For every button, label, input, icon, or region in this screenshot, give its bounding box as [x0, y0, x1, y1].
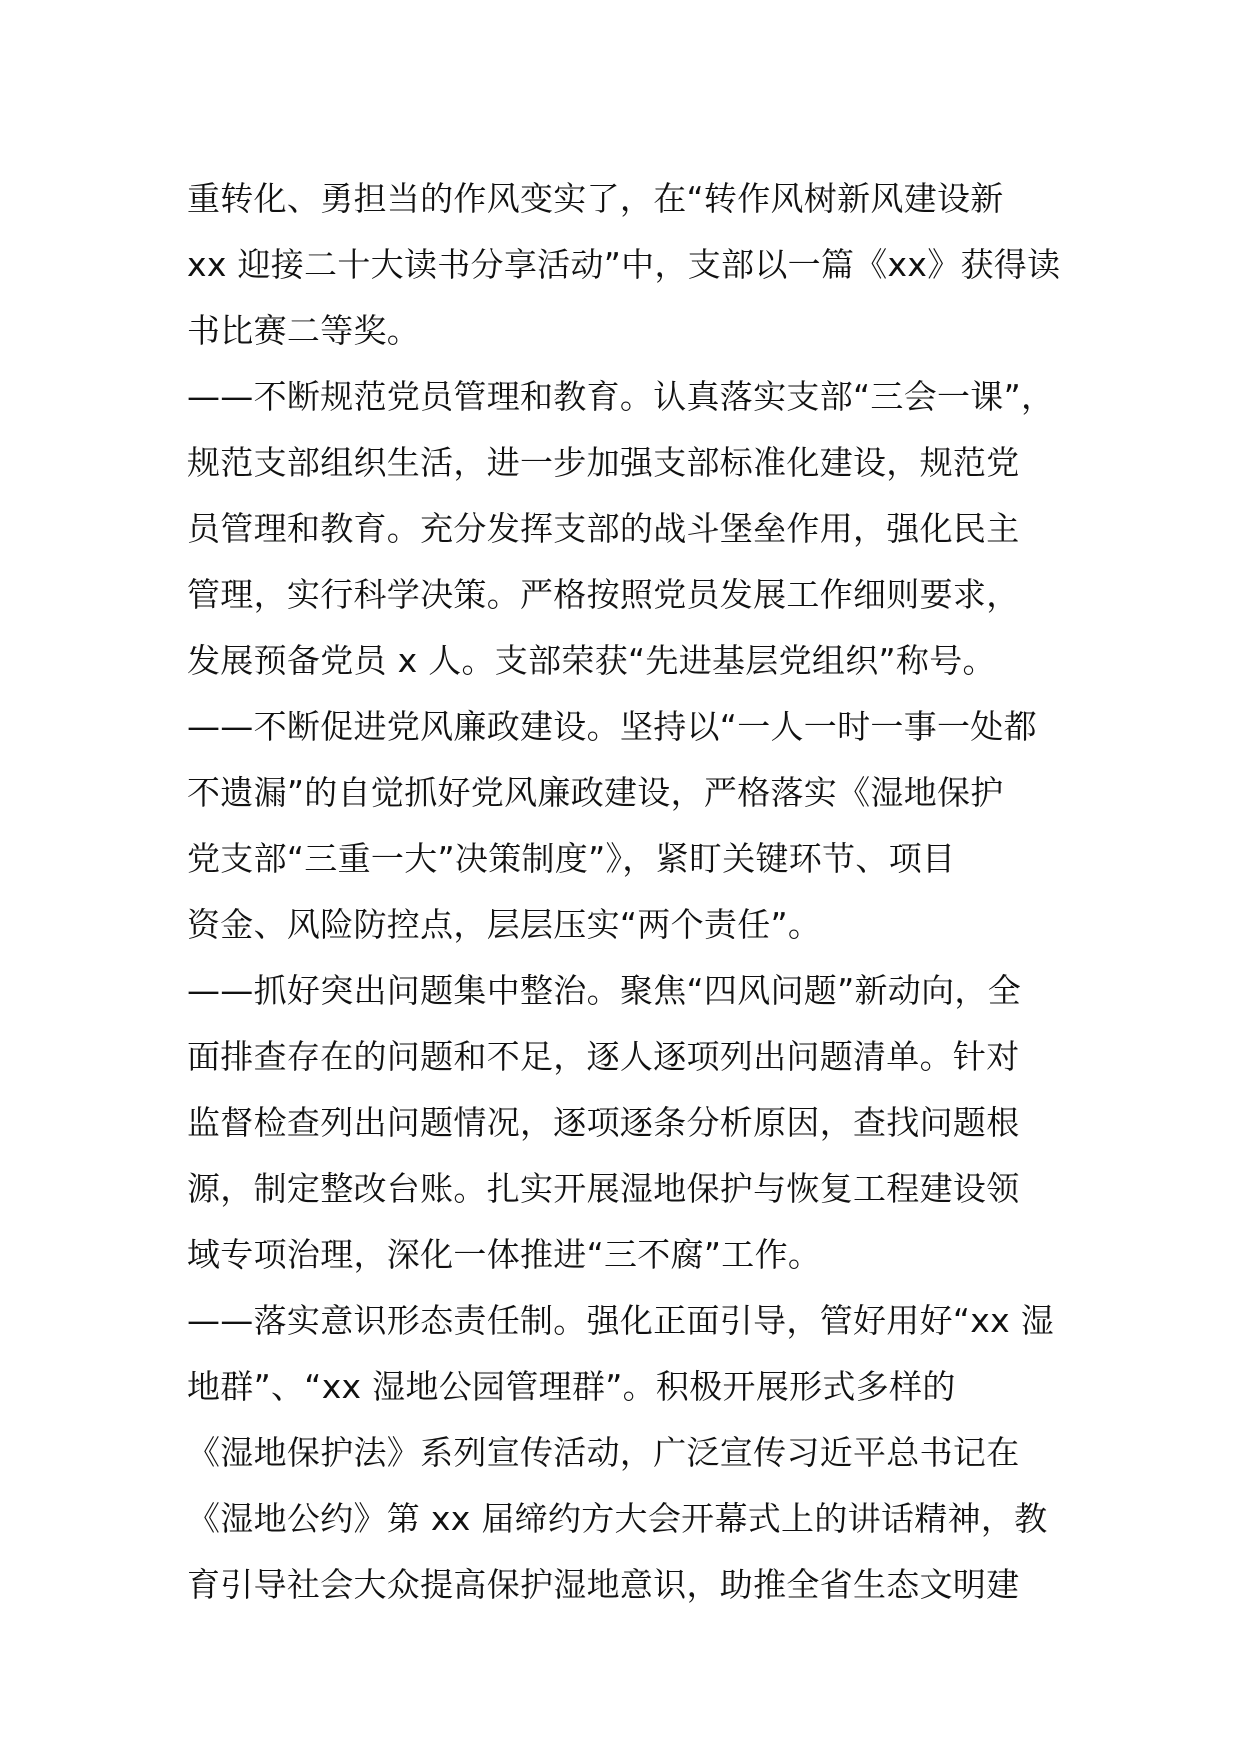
text-line: ——不断促进党风廉政建设。坚持以“一人一时一事一处都: [187, 707, 1037, 746]
text-line: 党支部“三重一大”决策制度”》，紧盯关键环节、项目: [187, 839, 956, 878]
text-line: 重转化、勇担当的作风变实了，在“转作风树新风建设新: [187, 179, 1004, 218]
text-line: 监督检查列出问题情况，逐项逐条分析原因，查找问题根: [187, 1103, 1020, 1142]
text-line: 不遗漏”的自觉抓好党风廉政建设，严格落实《湿地保护: [187, 773, 1004, 812]
text-line: 育引导社会大众提高保护湿地意识，助推全省生态文明建: [187, 1565, 1020, 1604]
text-line: 地群”、“xx 湿地公园管理群”。积极开展形式多样的: [187, 1367, 956, 1406]
text-line: ——不断规范党员管理和教育。认真落实支部“三会一课”，: [187, 377, 1055, 416]
text-line: 规范支部组织生活，进一步加强支部标准化建设，规范党: [187, 443, 1020, 482]
text-line: ——落实意识形态责任制。强化正面引导，管好用好“xx 湿: [187, 1301, 1055, 1340]
text-line: 源，制定整改台账。扎实开展湿地保护与恢复工程建设领: [187, 1169, 1020, 1208]
text-line: 《湿地公约》第 xx 届缔约方大会开幕式上的讲话精神，教: [187, 1499, 1048, 1538]
text-line: xx 迎接二十大读书分享活动”中，支部以一篇《xx》获得读: [187, 245, 1061, 284]
text-line: 员管理和教育。充分发挥支部的战斗堡垒作用，强化民主: [187, 509, 1020, 548]
text-line: 发展预备党员 x 人。支部荣获“先进基层党组织”称号。: [187, 641, 996, 680]
text-line: 书比赛二等奖。: [187, 311, 421, 350]
document-body: [187, 166, 1067, 1618]
text-line: 面排查存在的问题和不足，逐人逐项列出问题清单。针对: [187, 1037, 1020, 1076]
text-line: ——抓好突出问题集中整治。聚焦“四风问题”新动向，全: [187, 971, 1021, 1010]
text-line: 资金、风险防控点，层层压实“两个责任”。: [187, 905, 822, 944]
text-line: 域专项治理，深化一体推进“三不腐”工作。: [187, 1235, 822, 1274]
text-line: 《湿地保护法》系列宣传活动，广泛宣传习近平总书记在: [187, 1433, 1020, 1472]
text-line: 管理，实行科学决策。严格按照党员发展工作细则要求，: [187, 575, 1020, 614]
